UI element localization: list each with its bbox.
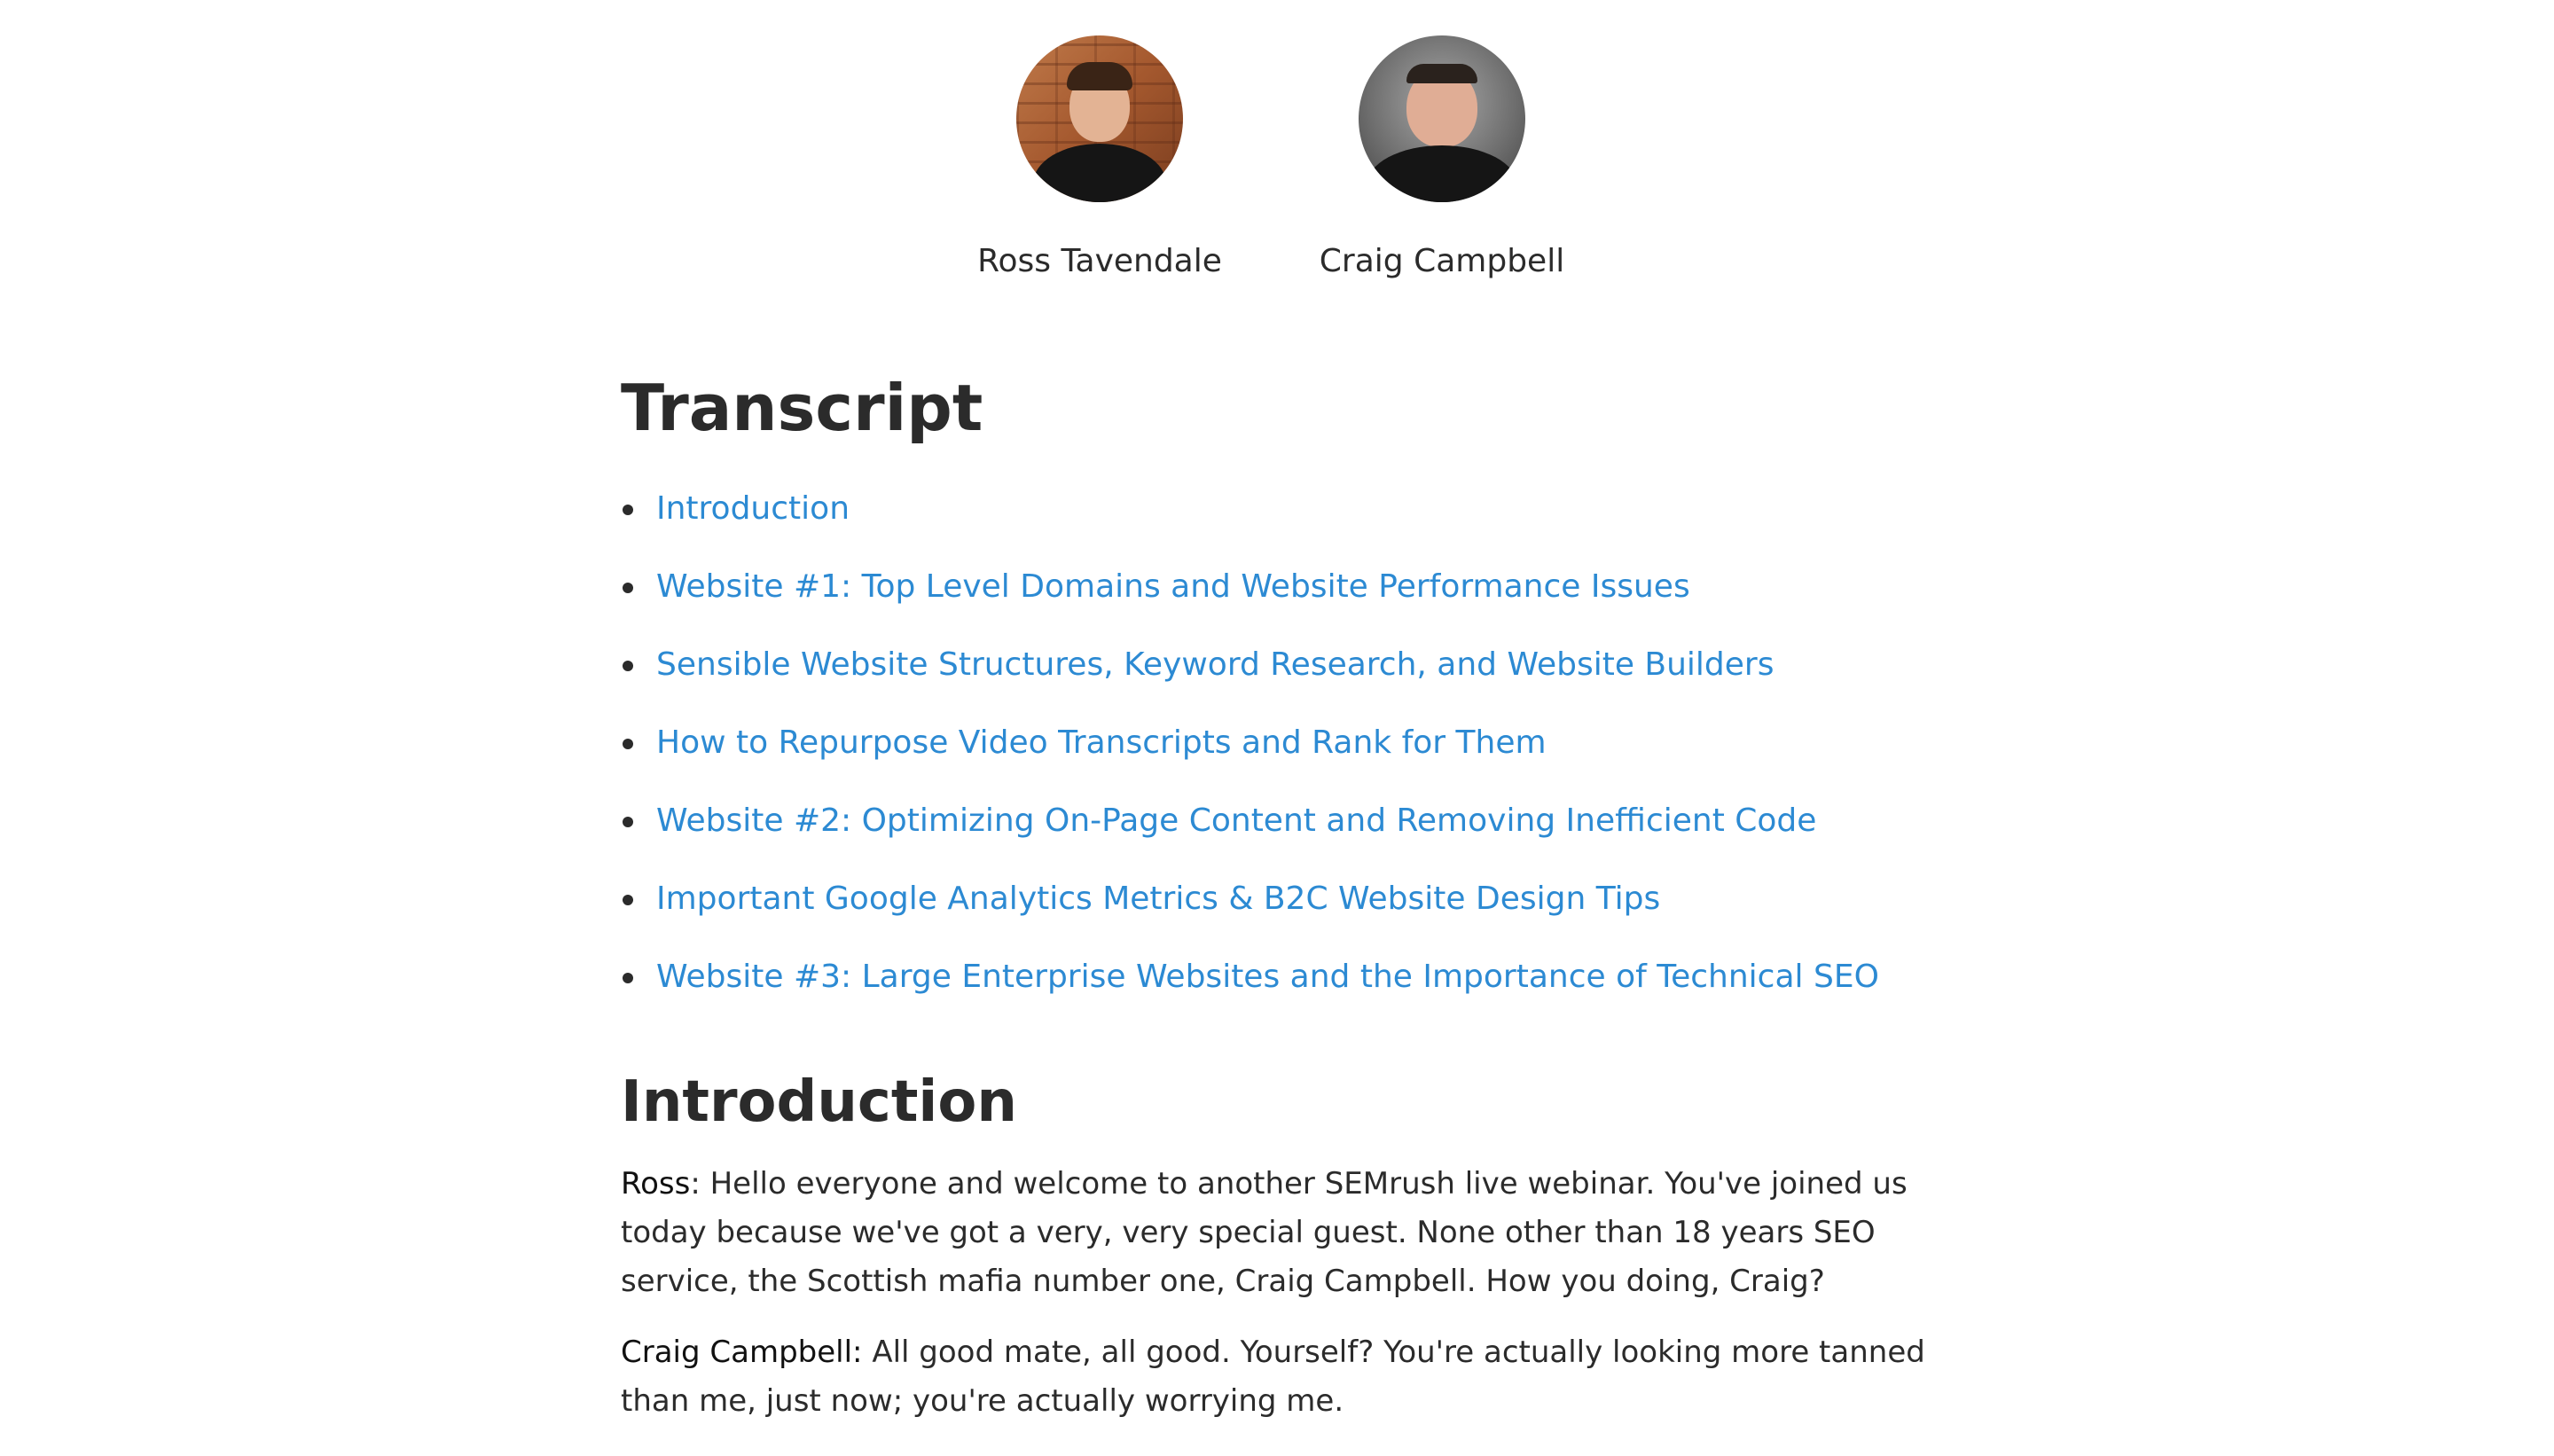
avatar-hair: [1406, 64, 1477, 83]
speaker-name: Ross Tavendale: [977, 243, 1222, 279]
toc-item: [621, 782, 1960, 860]
avatar: [1359, 35, 1525, 202]
speaker-ross: [977, 35, 1222, 279]
avatar-body: [1033, 144, 1166, 202]
toc-link-video-transcripts[interactable]: How to Repurpose Video Transcripts and Rank for Them: [656, 724, 1547, 761]
transcript-heading: Transcript: [621, 371, 983, 445]
avatar-body: [1367, 145, 1517, 202]
toc-item: [621, 548, 1960, 626]
toc-link-website-structures[interactable]: Sensible Website Structures, Keyword Research, and Website Builders: [656, 646, 1774, 683]
transcript-paragraph: [621, 1328, 1960, 1426]
toc-item: [621, 704, 1960, 782]
toc-link-website-3[interactable]: Website #3: Large Enterprise Websites and the Importance of Technical SEO: [656, 959, 1879, 995]
speaker-list: [977, 35, 1565, 279]
avatar-hair: [1067, 62, 1132, 90]
table-of-contents: [621, 470, 1960, 1016]
speaker-label: Craig Campbell:: [621, 1335, 863, 1370]
speaker-craig: [1319, 35, 1565, 279]
avatar: [1016, 35, 1183, 202]
paragraph-text: Hello everyone and welcome to another SEMrush live webinar. You've joined us today because we've got a very, very special guest. None other than 18 years SEO service, the Scottish mafia number one, Craig Campbell. How you doing, Craig?: [621, 1166, 1908, 1299]
toc-item: [621, 938, 1960, 1016]
introduction-heading: Introduction: [621, 1069, 1017, 1135]
toc-item: [621, 860, 1960, 938]
speaker-separator: :: [690, 1166, 701, 1202]
speaker-label: Ross: [621, 1166, 691, 1202]
toc-link-website-1[interactable]: Website #1: Top Level Domains and Website Performance Issues: [656, 568, 1690, 605]
paragraph-text: All good mate, all good. Yourself? You're actually looking more tanned than me, just now; you're actually worrying me.: [621, 1335, 1925, 1419]
transcript-paragraph: [621, 1160, 1960, 1306]
article-content: [621, 364, 1960, 1426]
speaker-name: Craig Campbell: [1319, 243, 1565, 279]
toc-link-analytics-metrics[interactable]: Important Google Analytics Metrics & B2C Website Design Tips: [656, 881, 1661, 917]
toc-item: [621, 626, 1960, 704]
toc-link-website-2[interactable]: Website #2: Optimizing On-Page Content and Removing Inefficient Code: [656, 802, 1817, 839]
toc-item: [621, 470, 1960, 548]
toc-link-introduction[interactable]: Introduction: [656, 490, 850, 527]
